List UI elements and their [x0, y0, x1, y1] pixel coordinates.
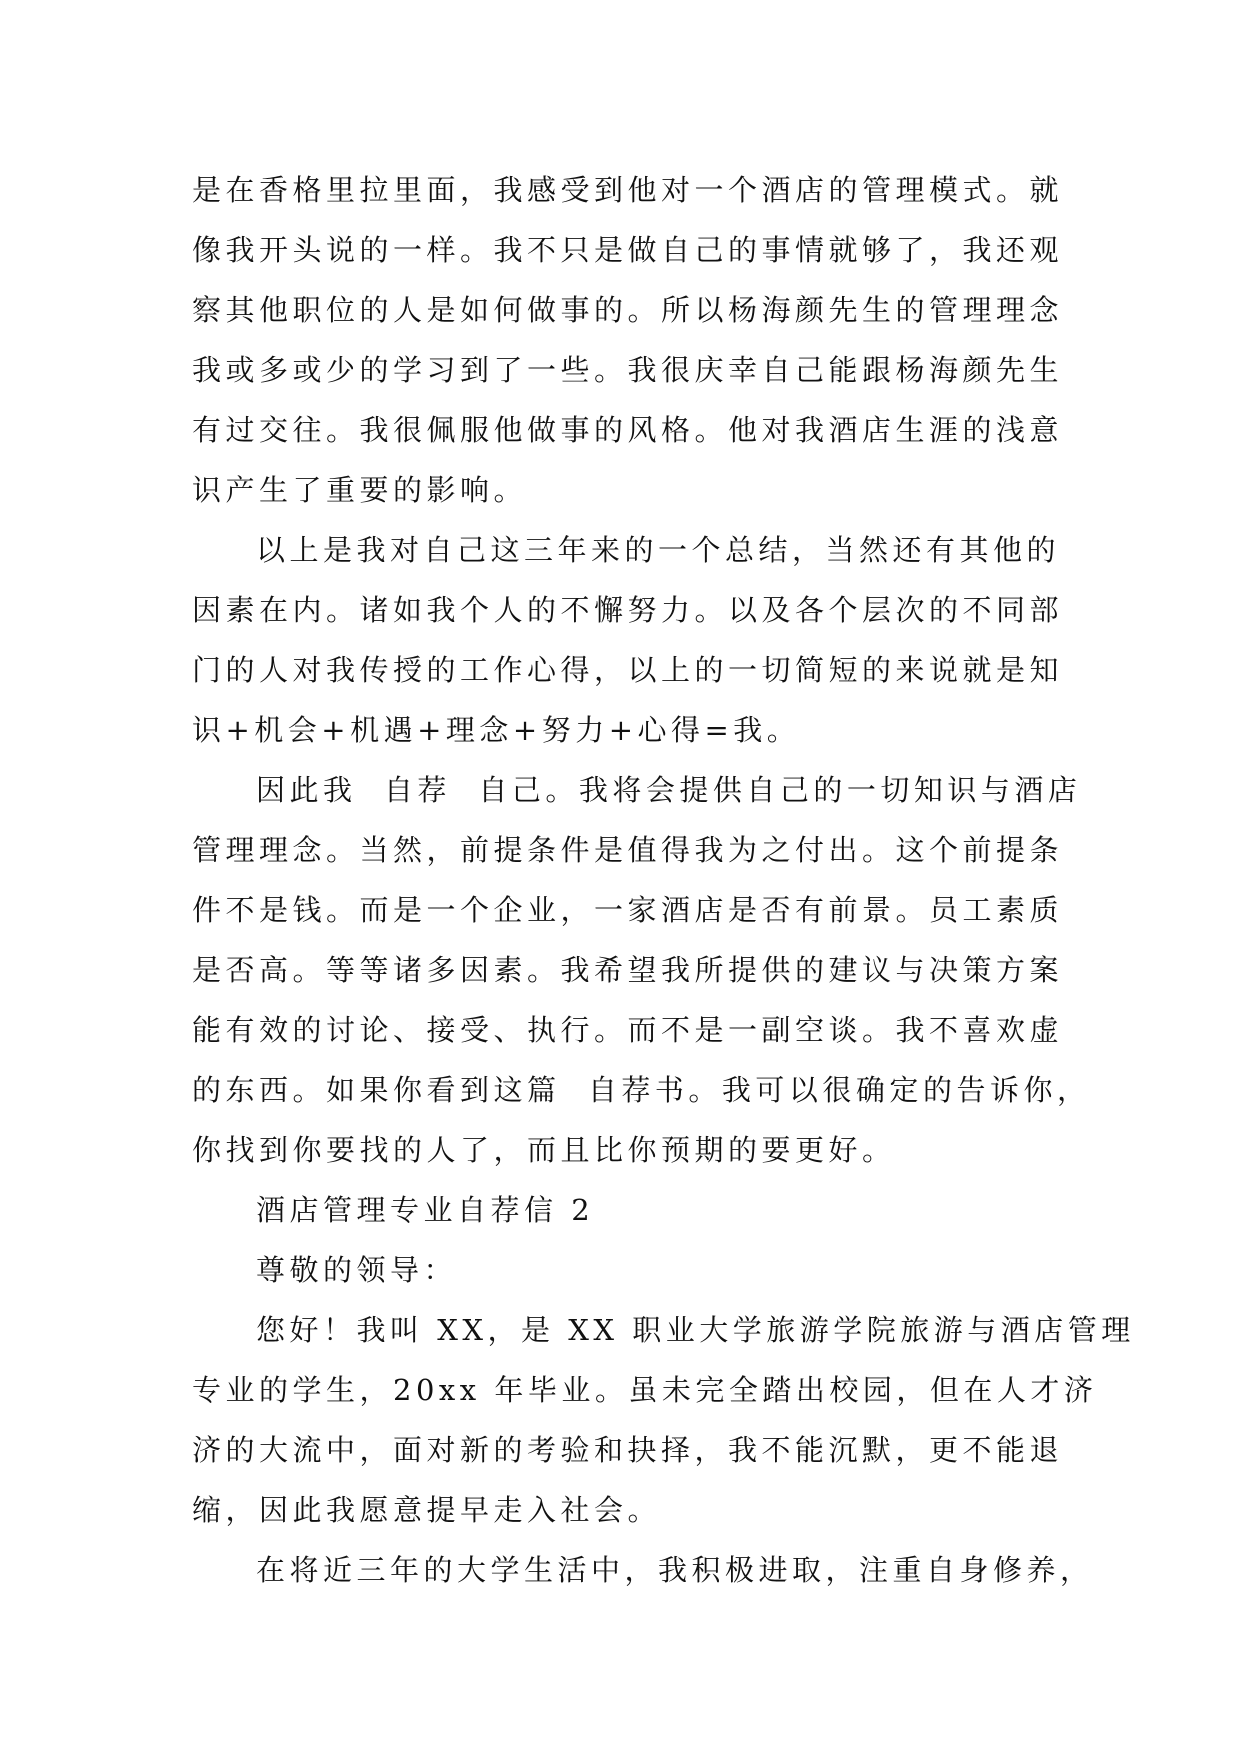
paragraph-start-line: 您好！我叫 XX，是 XX 职业大学旅游学院旅游与酒店管理 — [256, 1313, 1135, 1347]
paragraph-start-line: 在将近三年的大学生活中，我积极进取，注重自身修养， — [256, 1553, 1094, 1587]
text-line: 的东西。如果你看到这篇 自荐书。我可以很确定的告诉你， — [192, 1073, 1091, 1107]
text-line: 因素在内。诸如我个人的不懈努力。以及各个层次的不同部 — [192, 593, 1064, 627]
text-line: 识产生了重要的影响。 — [192, 473, 528, 507]
section-title: 酒店管理专业自荐信 2 — [256, 1193, 595, 1227]
text-line: 是否高。等等诸多因素。我希望我所提供的建议与决策方案 — [192, 953, 1064, 987]
text-line: 有过交往。我很佩服他做事的风格。他对我酒店生涯的浅意 — [192, 413, 1064, 447]
text-line: 我或多或少的学习到了一些。我很庆幸自己能跟杨海颜先生 — [192, 353, 1064, 387]
text-line: 件不是钱。而是一个企业，一家酒店是否有前景。员工素质 — [192, 893, 1064, 927]
text-line: 济的大流中，面对新的考验和抉择，我不能沉默，更不能退 — [192, 1433, 1064, 1467]
text-line: 像我开头说的一样。我不只是做自己的事情就够了，我还观 — [192, 233, 1064, 267]
document-body — [192, 160, 1135, 1600]
text-line: 缩，因此我愿意提早走入社会。 — [192, 1493, 662, 1527]
text-line: 你找到你要找的人了，而且比你预期的要更好。 — [192, 1133, 896, 1167]
text-line: 是在香格里拉里面，我感受到他对一个酒店的管理模式。就 — [192, 173, 1064, 207]
salutation: 尊敬的领导： — [256, 1253, 458, 1287]
text-line: 门的人对我传授的工作心得，以上的一切简短的来说就是知 — [192, 653, 1064, 687]
text-line: 专业的学生，20xx 年毕业。虽未完全踏出校园，但在人才济 — [192, 1373, 1098, 1407]
text-line: 能有效的讨论、接受、执行。而不是一副空谈。我不喜欢虚 — [192, 1013, 1064, 1047]
paragraph-start-line: 因此我 自荐 自己。我将会提供自己的一切知识与酒店 — [256, 773, 1082, 807]
text-line: 管理理念。当然，前提条件是值得我为之付出。这个前提条 — [192, 833, 1064, 867]
paragraph-start-line: 以上是我对自己这三年来的一个总结，当然还有其他的 — [256, 533, 1061, 567]
text-line: 察其他职位的人是如何做事的。所以杨海颜先生的管理理念 — [192, 293, 1064, 327]
text-line: 识+机会+机遇+理念+努力+心得=我。 — [192, 713, 801, 747]
